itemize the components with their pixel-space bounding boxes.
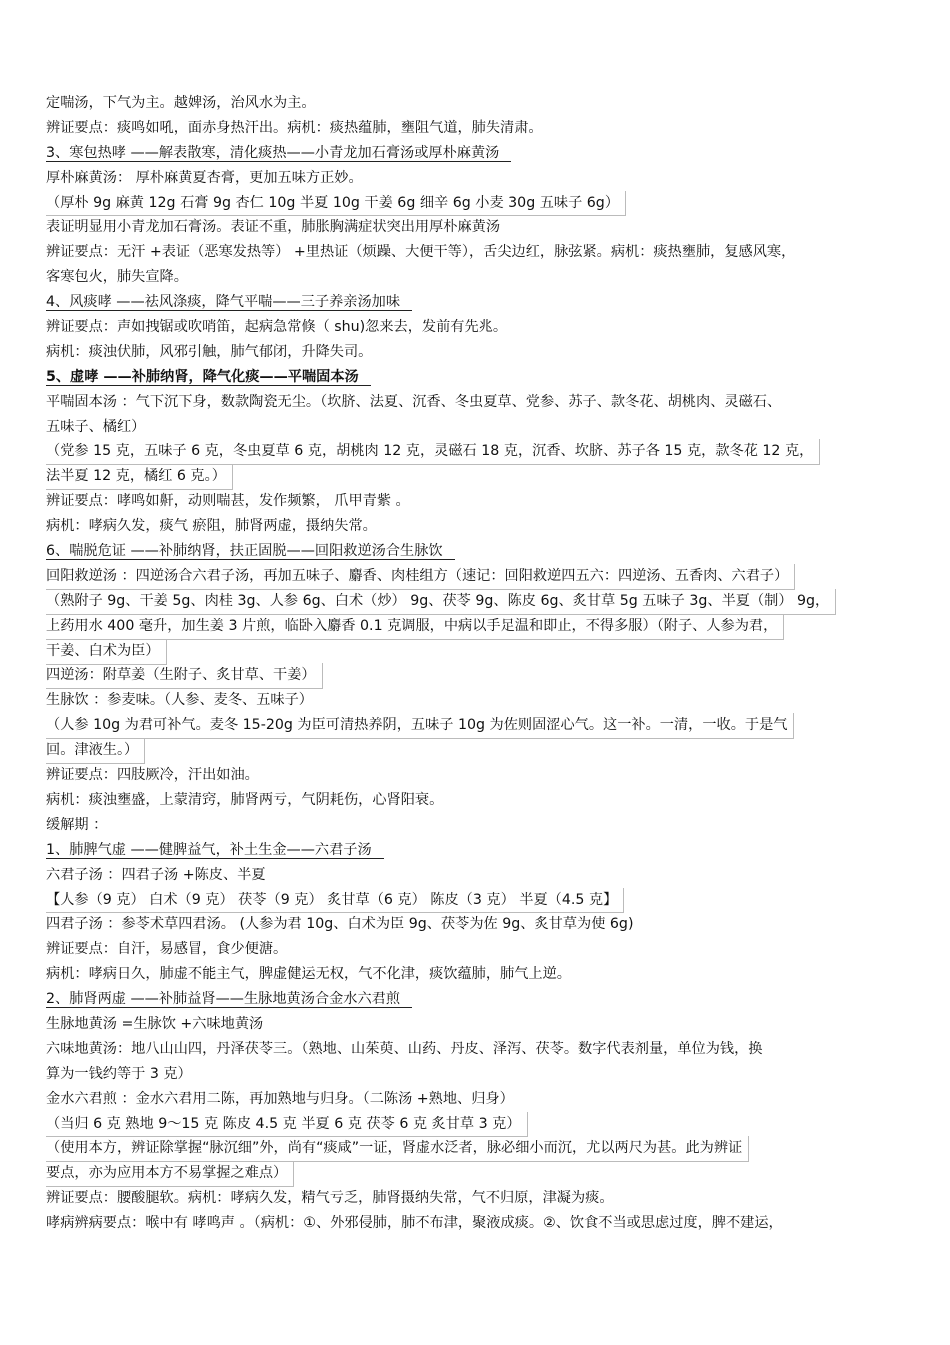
text-line: 法半夏 12 克，橘红 6 克。） [46, 464, 908, 489]
section-heading: 3、寒包热哮 ——解表散寒，清化痰热——小青龙加石膏汤或厚朴麻黄汤 [46, 141, 908, 166]
text-line: 病机：哮病久发，痰气 瘀阻，肺肾两虚，摄纳失常。 [46, 518, 377, 535]
text-line: 六味地黄汤：地八山山四，丹泽茯苓三。（熟地、山茱萸、山药、丹皮、泽泻、茯苓。数字代表剂量，单位为钱，换 [46, 1040, 763, 1057]
text-line: 生脉饮 ：参麦味。（人参、麦冬、五味子） [46, 692, 313, 709]
text-line: 定喘汤，下气为主。越婢汤，治风水为主。 [46, 95, 316, 111]
text-line: 算为一钱约等于 3 克） [46, 1065, 192, 1082]
text-line: 四逆汤：附草姜（生附子、炙甘草、干姜） [46, 663, 908, 688]
text-line: 辨证要点：自汗，易感冒，食少便溏。 [46, 941, 288, 958]
text-line: 厚朴麻黄汤： 厚朴麻黄夏杏膏，更加五味方正妙。 [46, 169, 363, 186]
text-line: （人参 10g 为君可补气。麦冬 15-20g 为臣可清热养阴，五味子 10g 为佐则固涩心气。这一补。一清，一收。于是气 [46, 713, 908, 738]
text-line: 上药用水 400 毫升，加生姜 3 片煎，临卧入麝香 0.1 克调服，中病以手足温和即止，不得多服）（附子、人参为君， [46, 614, 908, 639]
section-heading: 6、喘脱危证 ——补肺纳肾，扶正固脱——回阳救逆汤合生脉饮 [46, 539, 908, 564]
section-heading: 2、肺肾两虚 ——补肺益肾——生脉地黄汤合金水六君煎 [46, 987, 908, 1012]
text-line: 辨证要点：痰鸣如吼，面赤身热汗出。病机：痰热蕴肺，壅阻气道，肺失清肃。 [46, 119, 543, 136]
text-line: 要点，亦为应用本方不易掌握之难点） [46, 1161, 908, 1186]
text-line: 辨证要点：声如拽锯或吹哨笛，起病急常倏（ shu)忽来去，发前有先兆。 [46, 319, 508, 336]
text-line: 哮病辨病要点：喉中有 哮鸣声 。（病机：①、外邪侵肺，肺不布津，聚液成痰。②、饮食不当或思虑过度，脾不建运， [46, 1215, 783, 1232]
text-line: 病机：痰浊壅盛，上蒙清窍，肺肾两亏，气阴耗伤，心肾阳衰。 [46, 791, 444, 808]
text-line: 干姜、白术为臣） [46, 639, 908, 664]
text-line: 辨证要点：四肢厥冷，汗出如油。 [46, 767, 259, 784]
text-line: （党参 15 克，五味子 6 克，冬虫夏草 6 克，胡桃肉 12 克，灵磁石 18 克，沉香、坎脐、苏子各 15 克，款冬花 12 克， [46, 439, 908, 464]
text-line: 辨证要点：无汗 +表证（恶寒发热等） +里热证（烦躁、大便干等），舌尖边红，脉弦紧。病机：痰热壅肺，复感风寒， [46, 244, 796, 261]
text-line: 辨证要点：哮鸣如鼾，动则喘甚，发作频繁， 爪甲青紫 。 [46, 493, 410, 510]
document-page [46, 91, 908, 1236]
text-line: 金水六君煎 ：金水六君用二陈，再加熟地与归身。（二陈汤 +熟地、归身） [46, 1090, 514, 1107]
text-line: 【人参（9 克） 白术（9 克） 茯苓（9 克） 炙甘草（6 克） 陈皮（3 克） 半夏（4.5 克】 [46, 888, 908, 913]
text-line: （当归 6 克 熟地 9～15 克 陈皮 4.5 克 半夏 6 克 茯苓 6 克 炙甘草 3 克） [46, 1112, 908, 1137]
section-heading: 4、风痰哮 ——祛风涤痰，降气平喘——三子养亲汤加味 [46, 290, 908, 315]
text-line: （厚朴 9g 麻黄 12g 石膏 9g 杏仁 10g 半夏 10g 干姜 6g 细辛 6g 小麦 30g 五味子 6g） [46, 191, 908, 216]
text-line: 客寒包火，肺失宣降。 [46, 269, 188, 286]
text-line: 六君子汤 ：四君子汤 +陈皮、半夏 [46, 866, 266, 883]
text-line: 表证明显用小青龙加石膏汤。表证不重，肺胀胸满症状突出用厚朴麻黄汤 [46, 219, 501, 236]
text-line: 辨证要点：腰酸腿软。病机：哮病久发，精气亏乏，肺肾摄纳失常，气不归原，津凝为痰。 [46, 1190, 614, 1207]
text-line: 平喘固本汤 ：气下沉下身，数款陶瓷无尘。（坎脐、法夏、沉香、冬虫夏草、党参、苏子、款冬花、胡桃肉、灵磁石、 [46, 393, 782, 410]
text-line: 缓解期 ： [46, 816, 108, 833]
text-line: 生脉地黄汤 =生脉饮 +六味地黄汤 [46, 1015, 264, 1032]
text-line: 四君子汤 ：参苓术草四君汤。 (人参为君 10g、白术为臣 9g、茯苓为佐 9g、炙甘草为使 6g) [46, 916, 634, 933]
section-heading: 1、肺脾气虚 ——健脾益气，补土生金——六君子汤 [46, 838, 908, 863]
section-heading: 5、虚哮 ——补肺纳肾，降气化痰——平喘固本汤 [46, 365, 908, 390]
text-line: 回阳救逆汤 ：四逆汤合六君子汤，再加五味子、麝香、肉桂组方（速记：回阳救逆四五六：四逆汤、五香肉、六君子） [46, 564, 908, 589]
text-line: 病机：哮病日久，肺虚不能主气，脾虚健运无权，气不化津，痰饮蕴肺，肺气上逆。 [46, 966, 571, 983]
text-line: （使用本方，辨证除掌握“脉沉细”外，尚有“痰咸”一证，肾虚水泛者，脉必细小而沉，尤以两尺为甚。此为辨证 [46, 1136, 908, 1161]
text-line: 五味子、橘红） [46, 418, 146, 435]
text-line: 病机：痰浊伏肺，风邪引触，肺气郁闭，升降失司。 [46, 343, 373, 360]
text-line: （熟附子 9g、干姜 5g、肉桂 3g、人参 6g、白术（炒） 9g、茯苓 9g、陈皮 6g、炙甘草 5g 五味子 3g、半夏（制） 9g， [46, 589, 908, 614]
text-line: 回。津液生。） [46, 738, 908, 763]
